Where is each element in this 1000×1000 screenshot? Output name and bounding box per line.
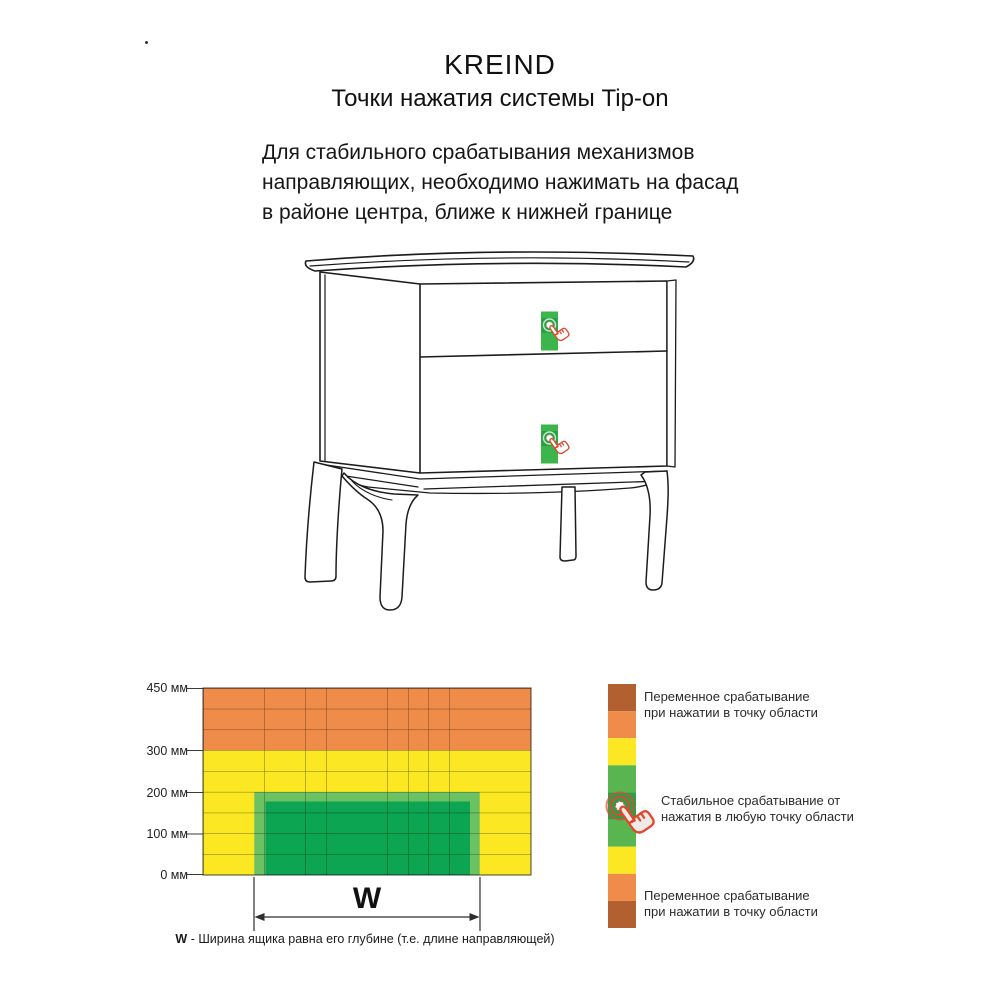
axis-label-450mm: 450 мм	[146, 681, 188, 695]
width-symbol: W	[352, 882, 382, 915]
legend-item-variable-bottom: Переменное срабатывание при нажатии в точку области	[644, 888, 818, 919]
axis-label-0mm: 0 мм	[160, 868, 188, 882]
diagram-caption	[150, 932, 580, 946]
press-zone-grid	[187, 688, 531, 875]
page-subtitle: Точки нажатия системы Tip-on	[331, 85, 669, 112]
axis-label-300mm: 300 мм	[146, 744, 188, 758]
intro-line-2: направляющих, необходимо нажимать на фасад	[262, 171, 739, 194]
grid-lines	[203, 688, 531, 875]
legend-item-variable-top: Переменное срабатывание при нажатии в точку области	[644, 689, 818, 720]
axis-label-200mm: 200 мм	[146, 786, 188, 800]
caption-symbol: W	[175, 932, 188, 946]
furniture-illustration	[305, 252, 694, 610]
axis-ticks	[187, 689, 203, 875]
legend-item-stable: Стабильное срабатывание от нажатия в любую точку области	[661, 793, 854, 824]
brand-title: KREIND	[444, 49, 556, 80]
intro-line-3: в районе центра, ближе к нижней границе	[262, 201, 673, 224]
axis-label-100mm: 100 мм	[146, 827, 188, 841]
intro-line-1: Для стабильного срабатывания механизмов	[262, 141, 695, 164]
caption-text: - Ширина ящика равна его глубине (т.е. длине направляющей)	[187, 932, 555, 946]
